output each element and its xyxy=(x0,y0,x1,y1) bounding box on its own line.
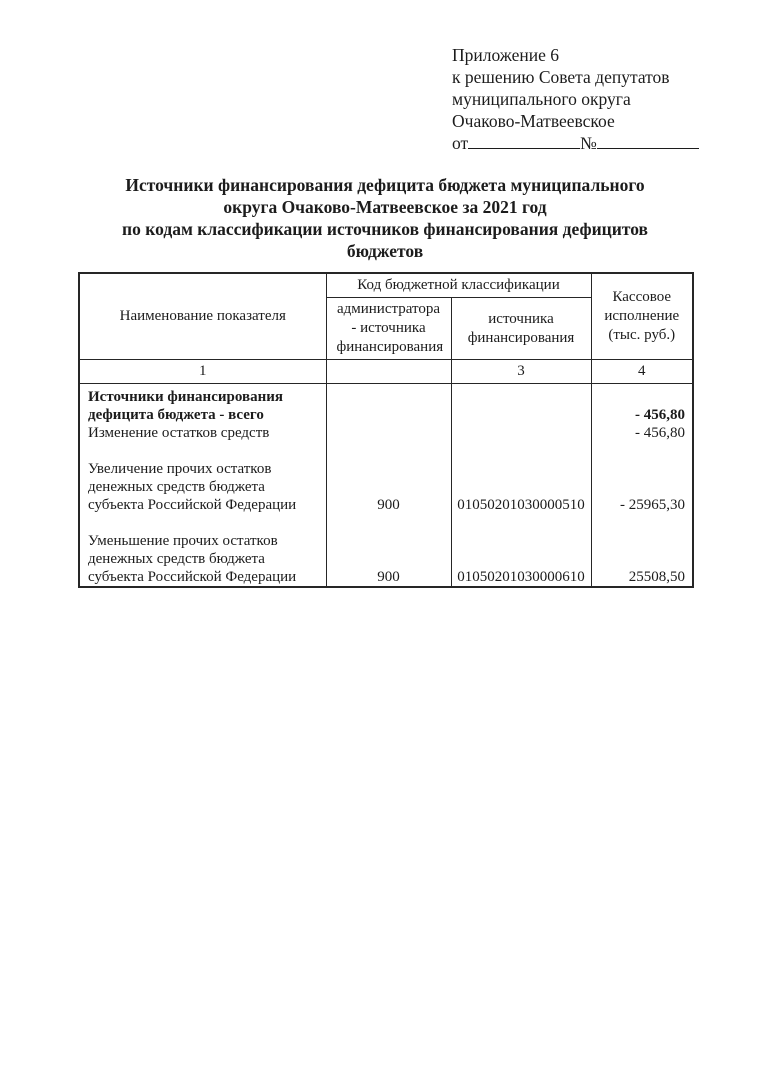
cell-admin-code: 900 xyxy=(326,532,451,587)
header-source-code: источника финансирования xyxy=(451,298,591,360)
header-cash-execution: Кассовое исполнение (тыс. руб.) xyxy=(591,273,693,360)
header-indicator: Наименование показателя xyxy=(79,273,326,360)
table-row-total xyxy=(79,384,693,425)
district-line: муниципального округа xyxy=(452,89,631,109)
cell-name: Увеличение прочих остатков денежных средств бюджета субъекта Российской Федерации xyxy=(79,460,326,514)
cell-cash-value: - 25965,30 xyxy=(591,460,693,514)
spacer-row xyxy=(79,442,693,460)
budget-table xyxy=(78,272,694,588)
column-number-4: 4 xyxy=(591,360,693,384)
spacer-row xyxy=(79,514,693,532)
cell-admin-code xyxy=(326,384,451,425)
cell-source-code xyxy=(451,424,591,442)
reference-block xyxy=(452,44,732,154)
cell-source-code: 01050201030000610 xyxy=(451,532,591,587)
cell-cash-value: - 456,80 xyxy=(591,424,693,442)
cell-name: Источники финансирования дефицита бюджета - всего xyxy=(79,384,326,425)
column-number-1: 1 xyxy=(79,360,326,384)
cell-admin-code: 900 xyxy=(326,460,451,514)
district-name-line: Очаково-Матвеевское xyxy=(452,111,615,131)
column-numbering-row xyxy=(79,360,693,384)
cell-source-code: 01050201030000510 xyxy=(451,460,591,514)
table-row-increase xyxy=(79,460,693,514)
cell-admin-code xyxy=(326,424,451,442)
title-line: бюджетов xyxy=(346,241,424,261)
blank-number-line xyxy=(597,135,699,149)
cell-name: Уменьшение прочих остатков денежных средств бюджета субъекта Российской Федерации xyxy=(79,532,326,587)
from-label: от xyxy=(452,133,469,153)
cell-source-code xyxy=(451,384,591,425)
table-body xyxy=(79,384,693,588)
date-number-line xyxy=(452,132,732,154)
table-header xyxy=(79,273,693,384)
cell-cash-value: - 456,80 xyxy=(591,384,693,425)
title-line: Источники финансирования дефицита бюджета муниципального xyxy=(125,175,645,195)
header-code-group: Код бюджетной классификации xyxy=(326,273,591,298)
number-sign: № xyxy=(580,133,597,153)
column-number-2 xyxy=(326,360,451,384)
table-row-balance-change xyxy=(79,424,693,442)
decision-line: к решению Совета депутатов xyxy=(452,67,670,87)
title-line: округа Очаково-Матвеевское за 2021 год xyxy=(223,197,547,217)
cell-name: Изменение остатков средств xyxy=(79,424,326,442)
budget-table-container xyxy=(78,272,694,588)
table-row-decrease xyxy=(79,532,693,587)
appendix-line: Приложение 6 xyxy=(452,45,560,65)
column-number-3: 3 xyxy=(451,360,591,384)
cell-cash-value: 25508,50 xyxy=(591,532,693,587)
document-title xyxy=(40,174,730,262)
blank-date-line xyxy=(468,135,580,149)
header-admin-code: администратора - источника финансирования xyxy=(326,298,451,360)
title-line: по кодам классификации источников финансирования дефицитов xyxy=(122,219,648,239)
header-group-row xyxy=(79,273,693,298)
